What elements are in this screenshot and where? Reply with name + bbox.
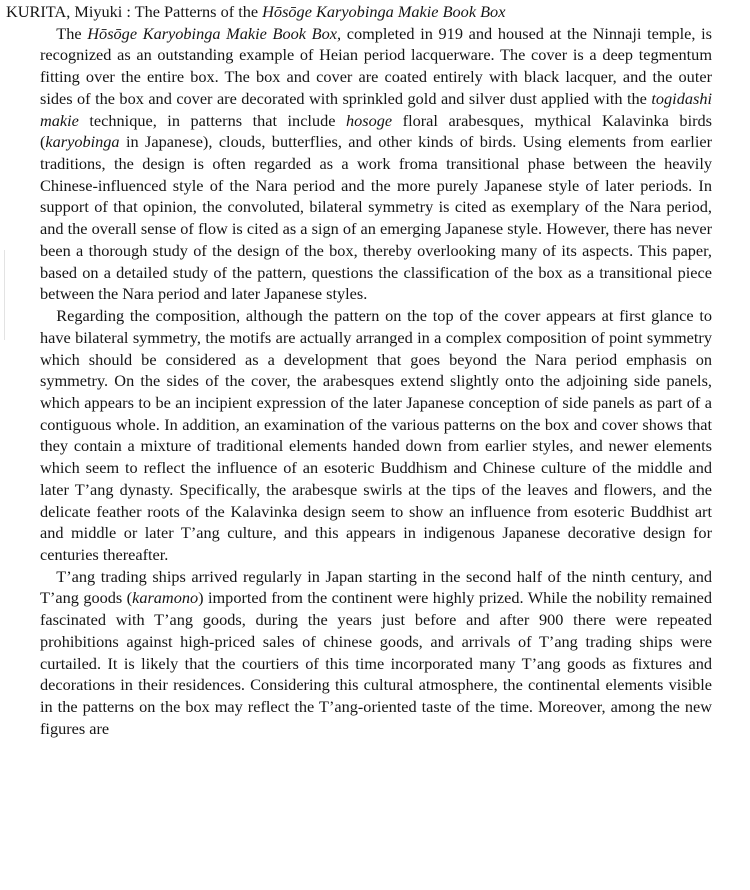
italic-term: Hōsōge Karyobinga Makie Book Box, xyxy=(87,23,342,43)
body-paragraph-3 xyxy=(40,566,712,740)
text-run: floral arabesques, mythical Kalavinka birds ( xyxy=(40,110,712,152)
text-run: T’ang trading ships arrived regularly in Japan starting in the second half of the ninth century, and T’ang goods ( xyxy=(40,566,712,608)
article-title-italic: Hōsōge Karyobinga Makie Book Box xyxy=(262,2,506,21)
article-title xyxy=(135,2,506,21)
heading-separator: : xyxy=(122,2,135,21)
scan-margin-mark xyxy=(4,250,5,340)
text-run: technique, in patterns that include xyxy=(78,110,346,130)
article-title-prefix: The Patterns of the xyxy=(134,2,263,21)
text-run: ) imported from the continent were highly prized. While the nobility remained fascinated with T’ang goods, during the years just before and after 900 there were repeated prohibitions against high-priced sales of chinese goods, and arrivals of T’ang trading ships were curtailed. It is likely that the courtiers of this time incorporated many T’ang goods as fixtures and decorations in their residences. Considering this cultural atmosphere, the continental elements visible in the patterns on the box may reflect the T’ang-oriented taste of the time. Moreover, among the new figures are xyxy=(40,588,712,738)
italic-term: togidashi makie xyxy=(40,88,712,130)
italic-term: karamono xyxy=(132,588,199,608)
text-run: Regarding the composition, although the pattern on the top of the cover appears at first glance to have bilateral symmetry, the motifs are actually arranged in a complex composition of point symmetry which should be considered as a development that goes beyond the Nara period emphasis on symmetry. On the sides of the cover, the arabesques extend slightly onto the adjoining side panels, which appears to be an incipient expression of the later Japanese conception of side panels as part of a contiguous whole. In addition, an examination of the various patterns on the box and cover shows that they contain a mixture of traditional elements handed down from earlier styles, and newer elements which seem to reflect the influence of an esoteric Buddhism and Chinese culture of the middle and later T’ang dynasty. Specifically, the arabesque swirls at the tips of the leaves and flowers, and the delicate feather roots of the Kalavinka design seem to show an influence from esoteric Buddhist art and middle or later T’ang culture, and this appears in indigenous Japanese decorative design for centuries thereafter. xyxy=(40,306,712,564)
body-paragraph-2 xyxy=(40,305,712,566)
body-paragraph-1 xyxy=(40,23,712,305)
italic-term: hosoge xyxy=(346,110,393,130)
author-name: KURITA, Miyuki xyxy=(6,2,123,21)
text-run: in Japanese), clouds, butterflies, and other kinds of birds. Using elements from earlier traditions, the design is often regarded as a work froma transitional phase between the heavily Chinese-influenced style of the Nara period and the more purely Japanese style of later periods. In support of that opinion, the convoluted, bilateral symmetry is cited as exemplary of the Nara period, and the overall sense of flow is cited as a sign of an emerging Japanese style. However, there has never been a thorough study of the design of the box, thereby overlooking many of its aspects. This paper, based on a detailed study of the pattern, questions the classification of the box as a transitional piece between the Nara period and later Japanese styles. xyxy=(40,132,712,304)
article-heading xyxy=(6,0,712,23)
text-run: completed in 919 and housed at the Ninnaji temple, is recognized as an outstanding example of Heian period lacquerware. The cover is a deep tegmentum fitting over the entire box. The box and cover are coated entirely with black lacquer, and the outer sides of the box and cover are decorated with sprinkled gold and silver dust applied with the xyxy=(40,23,713,108)
text-run: The xyxy=(56,23,88,43)
italic-term: karyobinga xyxy=(45,132,120,152)
